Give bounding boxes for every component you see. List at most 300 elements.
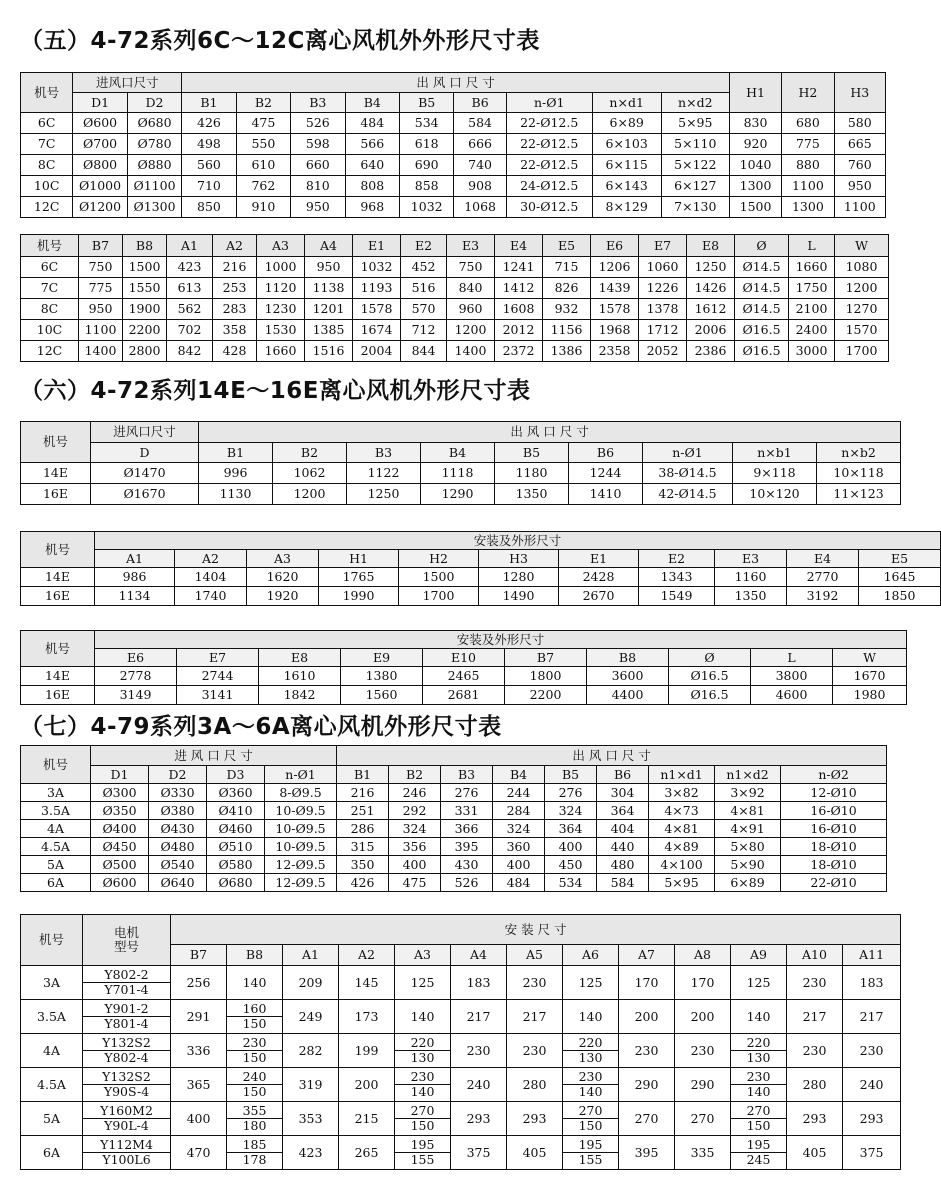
table-row [21, 587, 941, 606]
subheader-cell: E10 [423, 649, 505, 667]
subheader-cell: B3 [441, 766, 493, 784]
table-cell: 7×130 [661, 197, 729, 218]
table-cell: Ø380 [149, 802, 207, 820]
table-cell: 291 [171, 1000, 227, 1034]
subheader-cell: D1 [73, 93, 127, 113]
subheader-cell: B4 [421, 443, 495, 463]
table-4-72-6c-12c-install [20, 234, 889, 362]
table-cell: 1980 [833, 686, 907, 705]
table-cell: 4400 [587, 686, 669, 705]
subheader-cell: A3 [247, 550, 319, 568]
table-cell: 1100 [79, 320, 123, 341]
table-cell: 534 [545, 874, 597, 892]
header-outlet: 出 风 口 尺 寸 [182, 73, 730, 93]
subheader-cell: B2 [389, 766, 441, 784]
header-cell: B8 [123, 235, 167, 257]
subheader-cell: A5 [507, 945, 563, 966]
table-cell: 1350 [715, 587, 787, 606]
table-cell: 265 [339, 1136, 395, 1170]
table-cell: 996 [199, 463, 273, 484]
subheader-cell: B5 [399, 93, 453, 113]
row-label: 14E [21, 667, 95, 686]
table-cell: 712 [401, 320, 447, 341]
table-cell: 215 [339, 1102, 395, 1136]
table-cell: 2778 [95, 667, 177, 686]
table-cell: 145 [339, 966, 395, 1000]
table-cell: 910 [236, 197, 290, 218]
header-cell: E8 [687, 235, 735, 257]
table-cell: 426 [182, 113, 236, 134]
table-cell: 810 [291, 176, 345, 197]
table-row [21, 484, 901, 505]
table-cell: 452 [401, 257, 447, 278]
table-cell: 665 [834, 134, 885, 155]
table-cell: 1404 [175, 568, 247, 587]
table-4-72-14e-16e-install-1 [20, 531, 941, 606]
table-cell: 331 [441, 802, 493, 820]
subheader-cell: D2 [149, 766, 207, 784]
table-cell: Ø1000 [73, 176, 127, 197]
split-value: 230 [563, 1070, 618, 1085]
row-label: 3A [21, 784, 91, 802]
table-cell: 1920 [247, 587, 319, 606]
table-cell: Ø600 [91, 874, 149, 892]
table-cell: 1068 [454, 197, 506, 218]
table-cell: 183 [451, 966, 507, 1000]
table-cell: 1900 [123, 299, 167, 320]
table-cell: 336 [171, 1034, 227, 1068]
table-cell: 1842 [259, 686, 341, 705]
motor-model: Y160M2 [83, 1104, 170, 1119]
table-cell: 366 [441, 820, 493, 838]
split-value: 230 [731, 1070, 786, 1085]
subheader-cell: E6 [95, 649, 177, 667]
table-cell: 1134 [95, 587, 175, 606]
split-value: 180 [242, 1118, 267, 1133]
table-cell: 584 [597, 874, 649, 892]
subheader-cell: A1 [95, 550, 175, 568]
table-cell: Ø350 [91, 802, 149, 820]
table-cell: Ø400 [91, 820, 149, 838]
table-cell: 640 [345, 155, 399, 176]
table-cell: 3141 [177, 686, 259, 705]
table-row [21, 341, 889, 362]
table-cell: Ø14.5 [735, 278, 789, 299]
table-cell: Ø880 [127, 155, 181, 176]
table-cell: 1560 [341, 686, 423, 705]
table-row [21, 568, 941, 587]
split-value: 245 [746, 1152, 771, 1167]
table-cell: 2744 [177, 667, 259, 686]
table-cell: 1645 [859, 568, 941, 587]
table-cell: 350 [337, 856, 389, 874]
table-cell: 2200 [505, 686, 587, 705]
table-cell: 826 [543, 278, 591, 299]
table-cell: 1040 [729, 155, 781, 176]
motor-model: Y802-4 [104, 1050, 149, 1065]
table-cell: 200 [339, 1068, 395, 1102]
table-cell: 280 [787, 1068, 843, 1102]
motor-model: Y90S-4 [103, 1084, 150, 1099]
table-cell: Ø410 [207, 802, 265, 820]
table-cell: 364 [545, 820, 597, 838]
table-cell: Ø1300 [127, 197, 181, 218]
table-cell: 3×92 [715, 784, 781, 802]
motor-model: Y132S2 [83, 1036, 170, 1051]
subheader-cell: A1 [283, 945, 339, 966]
table-cell: 613 [167, 278, 213, 299]
table-row [21, 802, 887, 820]
table-cell: 1201 [305, 299, 353, 320]
table-row [21, 838, 887, 856]
split-value: 240 [227, 1070, 282, 1085]
subheader-cell: W [833, 649, 907, 667]
table-cell: 2670 [559, 587, 639, 606]
table-cell: Ø510 [207, 838, 265, 856]
table-cell: 760 [834, 155, 885, 176]
table-cell: 1130 [199, 484, 273, 505]
subheader-cell: A11 [843, 945, 901, 966]
header-cell: A1 [167, 235, 213, 257]
table-cell: 16-Ø10 [781, 820, 887, 838]
header-row [21, 550, 941, 568]
split-value: 150 [410, 1118, 435, 1133]
motor-cell [83, 1102, 171, 1136]
split-value: 160 [227, 1002, 282, 1017]
subheader-cell: A7 [619, 945, 675, 966]
subheader-cell: E9 [341, 649, 423, 667]
table-row [21, 1136, 901, 1170]
row-label: 14E [21, 463, 91, 484]
table-cell: Ø14.5 [735, 257, 789, 278]
table-cell: 1765 [319, 568, 399, 587]
table-cell: 1750 [789, 278, 835, 299]
table-cell: 1138 [305, 278, 353, 299]
table-cell: 690 [399, 155, 453, 176]
table-cell: 1385 [305, 320, 353, 341]
table-cell: 1712 [639, 320, 687, 341]
split-value: 270 [731, 1104, 786, 1119]
split-cell [563, 1068, 619, 1102]
table-cell: 2012 [495, 320, 543, 341]
table-cell: 932 [543, 299, 591, 320]
table-cell: 6×127 [661, 176, 729, 197]
table-cell: 375 [843, 1136, 901, 1170]
table-cell: 324 [545, 802, 597, 820]
row-label: 8C [21, 299, 79, 320]
row-label: 7C [21, 134, 73, 155]
table-cell: 1100 [834, 197, 885, 218]
split-value: 195 [395, 1138, 450, 1153]
table-cell: 1080 [835, 257, 889, 278]
table-cell: 1244 [569, 463, 643, 484]
header-cell: B7 [79, 235, 123, 257]
subheader-cell: n×b2 [817, 443, 901, 463]
row-label: 16E [21, 484, 91, 505]
subheader-cell: E8 [259, 649, 341, 667]
table-cell: 986 [95, 568, 175, 587]
table-cell: 246 [389, 784, 441, 802]
table-cell: 1410 [569, 484, 643, 505]
table-4-72-14e-16e-install-2 [20, 630, 907, 705]
table-cell: 1439 [591, 278, 639, 299]
table-cell: 18-Ø10 [781, 838, 887, 856]
table-cell: 353 [283, 1102, 339, 1136]
table-cell: 240 [843, 1068, 901, 1102]
split-value: 140 [578, 1084, 603, 1099]
split-cell [395, 1136, 451, 1170]
table-cell: 6×103 [592, 134, 661, 155]
table-cell: 808 [345, 176, 399, 197]
header-jihao: 机号 [21, 631, 95, 667]
table-cell: 842 [167, 341, 213, 362]
table-row [21, 1068, 901, 1102]
table-cell: 22-Ø12.5 [506, 155, 592, 176]
subheader-cell: Ø [669, 649, 751, 667]
header-cell: 机号 [21, 235, 79, 257]
table-cell: 968 [345, 197, 399, 218]
table-cell: 830 [729, 113, 781, 134]
table-cell: 1612 [687, 299, 735, 320]
table-cell: 405 [507, 1136, 563, 1170]
table-cell: 1380 [341, 667, 423, 686]
table-cell: 1000 [257, 257, 305, 278]
table-cell: 217 [451, 1000, 507, 1034]
table-cell: 1400 [447, 341, 495, 362]
table-cell: 2681 [423, 686, 505, 705]
table-cell: 170 [675, 966, 731, 1000]
subheader-cell: B6 [454, 93, 506, 113]
table-cell: 3×82 [649, 784, 715, 802]
table-cell: 1674 [353, 320, 401, 341]
table-cell: 125 [731, 966, 787, 1000]
table-cell: 217 [843, 1000, 901, 1034]
table-row [21, 1000, 901, 1034]
table-cell: 200 [619, 1000, 675, 1034]
table-cell: 4×81 [715, 802, 781, 820]
split-cell [395, 1068, 451, 1102]
table-cell: 1160 [715, 568, 787, 587]
table-cell: Ø1100 [127, 176, 181, 197]
subheader-cell: B6 [569, 443, 643, 463]
split-cell [731, 1136, 787, 1170]
header-row [21, 532, 941, 550]
table-cell: 11×123 [817, 484, 901, 505]
row-label: 5A [21, 1102, 83, 1136]
table-cell: 1608 [495, 299, 543, 320]
table-cell: 290 [675, 1068, 731, 1102]
table-cell: 423 [283, 1136, 339, 1170]
subheader-cell: E1 [559, 550, 639, 568]
split-value: 150 [746, 1118, 771, 1133]
table-cell: 4×91 [715, 820, 781, 838]
table-cell: 400 [493, 856, 545, 874]
table-cell: Ø640 [149, 874, 207, 892]
split-cell [563, 1102, 619, 1136]
subheader-cell: D3 [207, 766, 265, 784]
table-cell: 2465 [423, 667, 505, 686]
table-cell: 1578 [353, 299, 401, 320]
table-cell: 282 [283, 1034, 339, 1068]
subheader-cell: B5 [545, 766, 597, 784]
table-cell: 18-Ø10 [781, 856, 887, 874]
table-cell: 950 [834, 176, 885, 197]
split-value: 185 [227, 1138, 282, 1153]
table-cell: 1250 [687, 257, 735, 278]
header-h3: H3 [834, 73, 885, 113]
subheader-cell: E5 [859, 550, 941, 568]
table-cell: 12-Ø10 [781, 784, 887, 802]
table-cell: 217 [507, 1000, 563, 1034]
table-cell: 356 [389, 838, 441, 856]
table-cell: 1660 [257, 341, 305, 362]
table-cell: 276 [545, 784, 597, 802]
header-cell: A4 [305, 235, 353, 257]
table-cell: 1530 [257, 320, 305, 341]
table-cell: Ø480 [149, 838, 207, 856]
table-cell: Ø16.5 [669, 686, 751, 705]
table-cell: 428 [213, 341, 257, 362]
table-cell: 30-Ø12.5 [506, 197, 592, 218]
split-value: 150 [578, 1118, 603, 1133]
table-cell: 38-Ø14.5 [643, 463, 733, 484]
row-label: 6A [21, 1136, 83, 1170]
table-cell: 440 [597, 838, 649, 856]
table-cell: 1156 [543, 320, 591, 341]
table-cell: 1180 [495, 463, 569, 484]
table-cell: 1193 [353, 278, 401, 299]
row-label: 12C [21, 341, 79, 362]
subheader-cell: A4 [451, 945, 507, 966]
row-label: 10C [21, 320, 79, 341]
subheader-cell: B6 [597, 766, 649, 784]
header-row [21, 631, 907, 649]
table-cell: 1206 [591, 257, 639, 278]
table-cell: 566 [345, 134, 399, 155]
table-cell: 324 [493, 820, 545, 838]
subheader-cell: B3 [291, 93, 345, 113]
table-cell: 10×118 [817, 463, 901, 484]
table-cell: Ø330 [149, 784, 207, 802]
table-cell: 560 [182, 155, 236, 176]
subheader-cell: E4 [787, 550, 859, 568]
split-value: 150 [242, 1050, 267, 1065]
table-cell: 680 [782, 113, 834, 134]
table-cell: 217 [787, 1000, 843, 1034]
split-value: 230 [395, 1070, 450, 1085]
table-cell: 5×90 [715, 856, 781, 874]
table-cell: 750 [79, 257, 123, 278]
split-value: 140 [746, 1084, 771, 1099]
table-cell: 880 [782, 155, 834, 176]
subheader-cell: B1 [199, 443, 273, 463]
table-cell: 710 [182, 176, 236, 197]
header-row [21, 443, 901, 463]
table-cell: Ø780 [127, 134, 181, 155]
header-cell: E6 [591, 235, 639, 257]
subheader-cell: B4 [493, 766, 545, 784]
table-row [21, 257, 889, 278]
table-cell: 1700 [835, 341, 889, 362]
header-cell: A3 [257, 235, 305, 257]
table-cell: 450 [545, 856, 597, 874]
header-cell: Ø [735, 235, 789, 257]
row-label: 10C [21, 176, 73, 197]
table-cell: 280 [507, 1068, 563, 1102]
table-cell: 4×73 [649, 802, 715, 820]
table-cell: 858 [399, 176, 453, 197]
subheader-cell: B1 [182, 93, 236, 113]
subheader-cell: H2 [399, 550, 479, 568]
split-value: 155 [578, 1152, 603, 1167]
table-cell: 2770 [787, 568, 859, 587]
table-cell: 24-Ø12.5 [506, 176, 592, 197]
table-cell: 470 [171, 1136, 227, 1170]
table-cell: 276 [441, 784, 493, 802]
header-row [21, 73, 886, 93]
table-cell: 12-Ø9.5 [265, 874, 337, 892]
table-cell: 844 [401, 341, 447, 362]
table-cell: 10-Ø9.5 [265, 820, 337, 838]
split-cell [731, 1068, 787, 1102]
subheader-cell: n1×d1 [649, 766, 715, 784]
subheader-cell: n-Ø1 [265, 766, 337, 784]
table-cell: 315 [337, 838, 389, 856]
table-cell: 715 [543, 257, 591, 278]
table-cell: 293 [787, 1102, 843, 1136]
table-cell: 484 [345, 113, 399, 134]
table-cell: 1032 [353, 257, 401, 278]
header-inlet: 进风口尺寸 [91, 422, 199, 443]
table-cell: 230 [675, 1034, 731, 1068]
split-cell [227, 1034, 283, 1068]
table-row [21, 667, 907, 686]
table-row [21, 686, 907, 705]
split-value: 130 [746, 1050, 771, 1065]
table-cell: 249 [283, 1000, 339, 1034]
table-cell: 1850 [859, 587, 941, 606]
table-row [21, 197, 886, 218]
table-cell: 230 [451, 1034, 507, 1068]
table-cell: 1300 [782, 197, 834, 218]
split-cell [731, 1034, 787, 1068]
table-cell: Ø700 [73, 134, 127, 155]
table-cell: 365 [171, 1068, 227, 1102]
header-cell: A2 [213, 235, 257, 257]
table-cell: 360 [493, 838, 545, 856]
table-cell: 240 [451, 1068, 507, 1102]
table-cell: 1426 [687, 278, 735, 299]
table-cell: 324 [389, 820, 441, 838]
table-cell: Ø1470 [91, 463, 199, 484]
table-cell: 253 [213, 278, 257, 299]
table-cell: 1550 [123, 278, 167, 299]
subheader-cell: E7 [177, 649, 259, 667]
table-cell: 1660 [789, 257, 835, 278]
table-cell: 1610 [259, 667, 341, 686]
table-cell: 375 [451, 1136, 507, 1170]
row-label: 3.5A [21, 802, 91, 820]
table-cell: Ø800 [73, 155, 127, 176]
section-6-title: （六）4-72系列14E～16E离心风机外形尺寸表 [20, 378, 531, 404]
table-4-72-6c-12c-outlet [20, 72, 886, 218]
table-cell: Ø360 [207, 784, 265, 802]
table-cell: 270 [675, 1102, 731, 1136]
table-cell: Ø680 [127, 113, 181, 134]
table-cell: 2006 [687, 320, 735, 341]
motor-model: Y112M4 [83, 1138, 170, 1153]
row-label: 4.5A [21, 838, 91, 856]
